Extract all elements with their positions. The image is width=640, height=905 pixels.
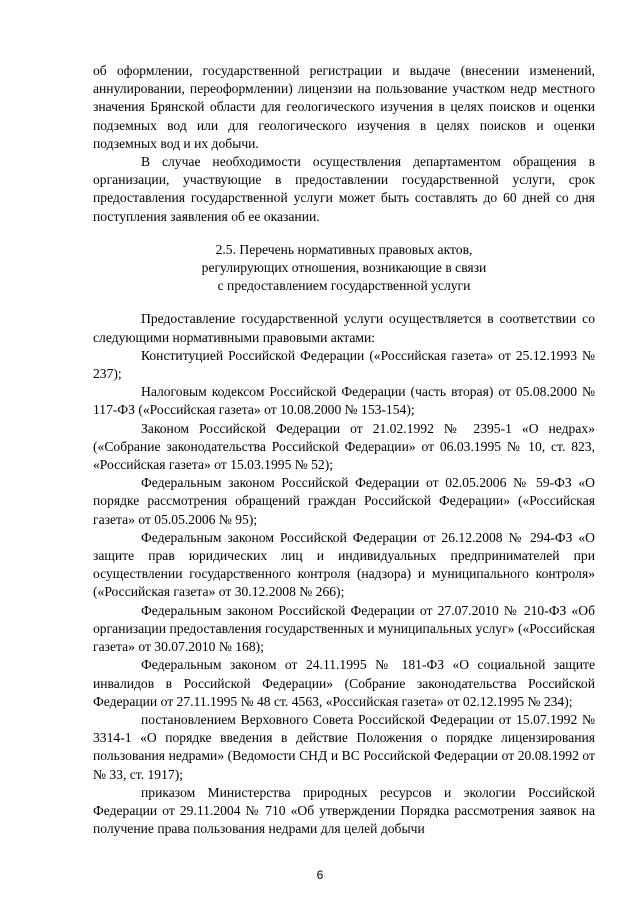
section-heading: [93, 241, 595, 296]
list-item-law-on-subsoil: Законом Российской Федерации от 21.02.1992 № 2395-1 «О недрах» («Собрание законодательства Российской Федерации» от 06.03.1995 № 10, ст. 823, «Российская газета» от 15.03.1995 № 52);: [93, 420, 595, 473]
list-item-law-59-fz: Федеральным законом Российской Федерации от 02.05.2006 № 59-ФЗ «О порядке рассмотрения обращений граждан Российской Федерации» («Российская газета» от 05.05.2006 № 95);: [93, 475, 595, 527]
list-item-tax-code: Налоговым кодексом Российской Федерации (часть вторая) от 05.08.2000 № 117-ФЗ («Российская газета» от 10.08.2000 № 153-154);: [93, 384, 595, 418]
section-heading-line: регулирующих отношения, возникающие в связи: [201, 260, 487, 276]
section-heading-line: 2.5. Перечень нормативных правовых актов,: [215, 241, 473, 257]
list-item-law-210-fz: Федеральным законом Российской Федерации от 27.07.2010 № 210-ФЗ «Об организации предоставления государственных и муниципальных услуг» («Российская газета» от 30.07.2010 № 168);: [93, 602, 595, 655]
section-heading-line: с предоставлением государственной услуги: [217, 278, 471, 294]
page-content: [93, 62, 595, 838]
page-number: 6: [316, 868, 324, 882]
list-item-order-710: приказом Министерства природных ресурсов и экологии Российской Федерации от 29.11.2004 № 710 «Об утверждении Порядка рассмотрения заявок на получение права пользования недрами для целей добычи: [93, 784, 595, 837]
list-item-law-294-fz: Федеральным законом Российской Федерации от 26.12.2008 № 294-ФЗ «О защите прав юридических лиц и индивидуальных предпринимателей при осуществлении государственного контроля (надзора) и муниципального контроля» («Российская газета» от 30.12.2008 № 266);: [93, 529, 595, 600]
list-item-law-181-fz: Федеральным законом от 24.11.1995 № 181-ФЗ «О социальной защите инвалидов в Российской Федерации» (Собрание законодательства Российской Федерации от 27.11.1995 № 48 ст. 4563, «Российская газета» от 02.12.1995 № 234);: [93, 657, 595, 709]
paragraph-continuation: об оформлении, государственной регистрации и выдаче (внесении изменений, аннулировании, переоформлении) лицензии на пользование участком недр местного значения Брянской области для геологического изучения в целях поисков и оценки подземных вод или для геологического изучения в целях поисков и оценки подземных вод и их добычи.: [93, 63, 595, 151]
list-item-resolution-3314-1: постановлением Верховного Совета Российской Федерации от 15.07.1992 № 3314-1 «О порядке введения в действие Положения о порядке лицензирования пользования недрами» (Ведомости СНД и ВС Российской Федерации от 20.08.1992 от № 33, ст. 1917);: [93, 711, 595, 782]
paragraph-acts-intro: Предоставление государственной услуги осуществляется в соответствии со следующими нормативными правовыми актами:: [93, 311, 595, 345]
list-item-constitution: Конституцией Российской Федерации («Российская газета» от 25.12.1993 № 237);: [93, 347, 595, 382]
paragraph-deadline-extension: В случае необходимости осуществления департаментом обращения в организации, участвующие в предоставлении государственной услуги, срок предоставления государственной услуги может быть составлять до 60 дней со дня поступления заявления об ее оказании.: [93, 154, 595, 224]
